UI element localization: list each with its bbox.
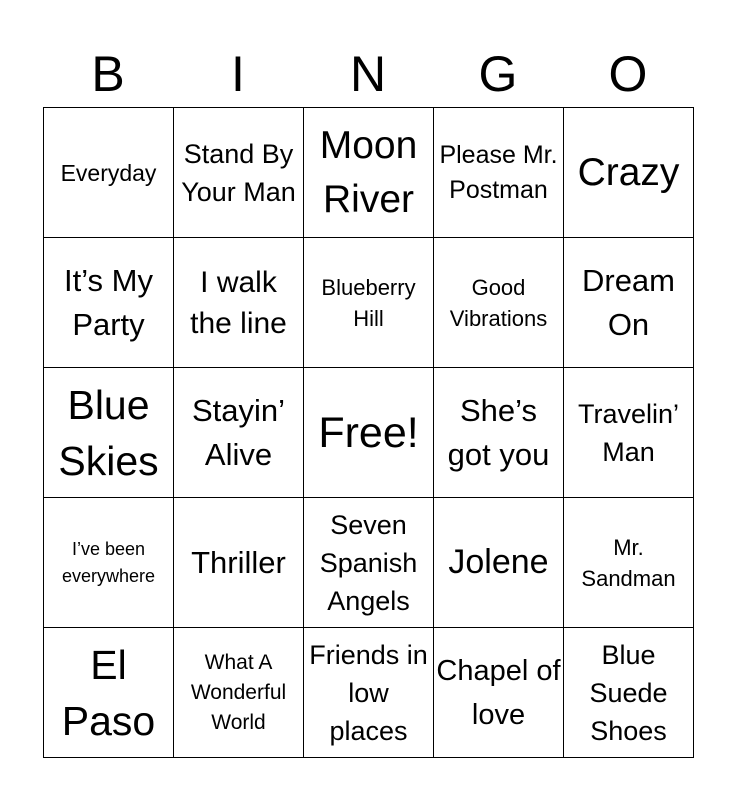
bingo-cell[interactable] bbox=[304, 108, 434, 238]
bingo-cell[interactable] bbox=[304, 498, 434, 628]
bingo-cell[interactable] bbox=[174, 238, 304, 368]
bingo-header bbox=[43, 42, 693, 106]
bingo-cell[interactable] bbox=[434, 628, 564, 758]
bingo-cell[interactable] bbox=[564, 108, 694, 238]
header-letter-b: B bbox=[91, 46, 125, 102]
bingo-cell[interactable] bbox=[174, 628, 304, 758]
cell-label: Jolene bbox=[448, 543, 549, 581]
cell-label: What A Wonderful World bbox=[190, 650, 287, 734]
bingo-cell[interactable] bbox=[174, 498, 304, 628]
cell-label: Good Vibrations bbox=[449, 274, 548, 331]
cell-label: Dream On bbox=[581, 262, 675, 342]
cell-label: Stand By Your Man bbox=[181, 138, 296, 207]
header-letter-n: N bbox=[349, 46, 387, 102]
cell-label: It’s My Party bbox=[64, 262, 153, 342]
bingo-cell[interactable] bbox=[434, 238, 564, 368]
bingo-cell[interactable] bbox=[44, 628, 174, 758]
bingo-cell[interactable] bbox=[434, 498, 564, 628]
cell-label: Thriller bbox=[191, 544, 286, 580]
header-letter-o: O bbox=[608, 46, 648, 102]
cell-label: I walk the line bbox=[190, 265, 287, 340]
bingo-cell[interactable] bbox=[434, 108, 564, 238]
bingo-cell[interactable] bbox=[564, 628, 694, 758]
cell-label: Blueberry Hill bbox=[321, 274, 416, 331]
bingo-cell[interactable] bbox=[434, 368, 564, 498]
bingo-cell[interactable] bbox=[44, 498, 174, 628]
bingo-cell[interactable] bbox=[44, 238, 174, 368]
bingo-cell[interactable] bbox=[44, 108, 174, 238]
bingo-cell[interactable] bbox=[564, 238, 694, 368]
bingo-grid bbox=[43, 107, 694, 758]
bingo-cell[interactable] bbox=[304, 238, 434, 368]
bingo-cell[interactable] bbox=[564, 368, 694, 498]
cell-label: Blue Skies bbox=[58, 381, 159, 484]
cell-label: Moon River bbox=[319, 123, 418, 221]
bingo-cell[interactable] bbox=[564, 498, 694, 628]
cell-label: Chapel of love bbox=[436, 654, 561, 731]
cell-label: Blue Suede Shoes bbox=[589, 639, 668, 746]
cell-label: I’ve been everywhere bbox=[61, 538, 156, 586]
bingo-cell[interactable] bbox=[174, 368, 304, 498]
bingo-cell[interactable] bbox=[44, 368, 174, 498]
cell-label: Please Mr. Postman bbox=[439, 140, 558, 204]
header-letter-g: G bbox=[478, 46, 518, 102]
cell-label: Stayin’ Alive bbox=[191, 392, 286, 472]
cell-label: El Paso bbox=[61, 641, 156, 744]
cell-label: Free! bbox=[318, 408, 419, 457]
header-letter-i: I bbox=[231, 46, 245, 102]
cell-label: She’s got you bbox=[447, 392, 550, 472]
cell-label: Crazy bbox=[577, 150, 680, 194]
bingo-cell[interactable] bbox=[174, 108, 304, 238]
free-space[interactable] bbox=[304, 368, 434, 498]
cell-label: Travelin’ Man bbox=[577, 398, 680, 467]
cell-label: Everyday bbox=[60, 159, 157, 186]
cell-label: Friends in low places bbox=[309, 639, 428, 746]
cell-label: Mr. Sandman bbox=[581, 534, 676, 591]
cell-label: Seven Spanish Angels bbox=[319, 509, 418, 616]
bingo-cell[interactable] bbox=[304, 628, 434, 758]
